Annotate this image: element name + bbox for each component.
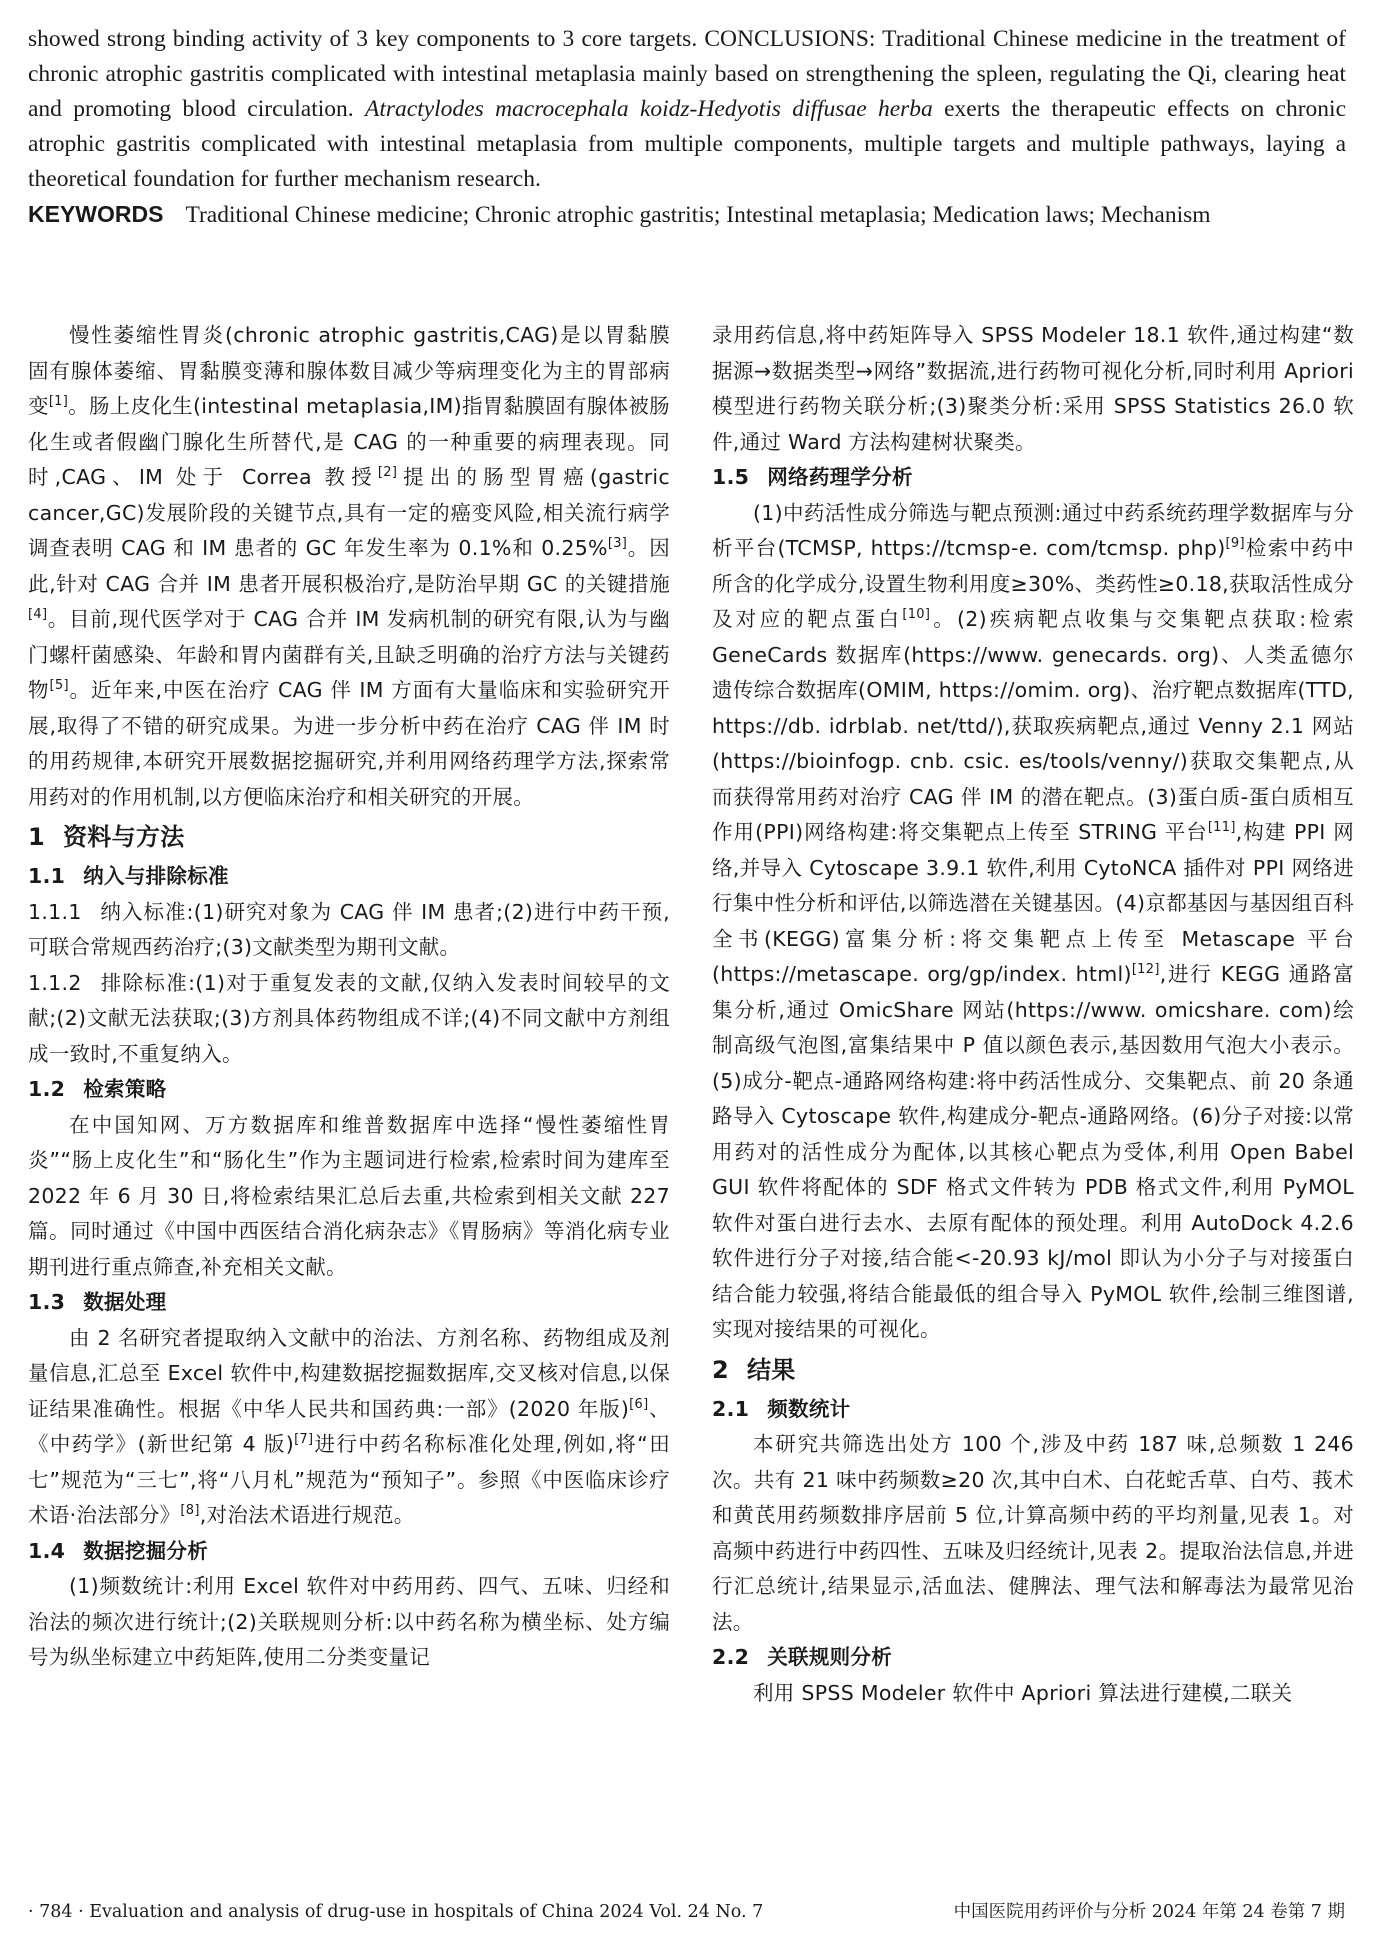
section-heading-2-2: 2.2 关联规则分析 — [712, 1645, 893, 1669]
ref-8: [8] — [180, 1503, 200, 1519]
section-heading-1-5: 1.5 网络药理学分析 — [712, 465, 913, 489]
ref-5: [5] — [49, 678, 69, 694]
paragraph-2-2: 利用 SPSS Modeler 软件中 Apriori 算法进行建模,二联关 — [753, 1680, 1293, 1705]
section-heading-1-4: 1.4 数据挖掘分析 — [28, 1538, 209, 1563]
footer-journal-en: · 784 · Evaluation and analysis of drug-use in hospitals of China 2024 Vol. 24 No. 7 — [28, 1902, 764, 1922]
ref-3: [3] — [607, 536, 628, 552]
paragraph-1-3: 由 2 名研究者提取纳入文献中的治法、方剂名称、药物组成及剂量信息,汇总至 Excel 软件中,构建数据挖掘数据库,交叉核对信息,以保证结果准确性。根据《中华人民共和国药典:一部》(2020 年版)[6]、《中药学》(新世纪第 4 版)[7]进行中药名称标准化处理,例如,将“田七”规范为“三七”,将“八月札”规范为“预知子”。参照《中医临床诊疗术语·治法部分》[8],对治法术语进行规范。 — [28, 1325, 670, 1527]
section-heading-2-1: 2.1 频数统计 — [712, 1396, 851, 1421]
section-heading-1-2: 1.2 检索策略 — [28, 1077, 167, 1101]
ref-7: [7] — [294, 1432, 314, 1448]
ref-12: [12] — [1131, 962, 1160, 978]
left-column — [28, 318, 670, 1676]
paragraph-1-1-1: 1.1.1 纳入标准:(1)研究对象为 CAG 伴 IM 患者;(2)进行中药干预,可联合常规西药治疗;(3)文献类型为期刊文献。 — [28, 899, 670, 959]
paragraph-1-4-continued: 录用药信息,将中药矩阵导入 SPSS Modeler 18.1 软件,通过构建“数据源→数据类型→网络”数据流,进行药物可视化分析,同时利用 Apriori 模型进行药物关联分析;(3)聚类分析:采用 SPSS Statistics 26.0 软件,通过 Ward 方法构建树状聚类。 — [712, 323, 1354, 454]
intro-paragraph: 慢性萎缩性胃炎(chronic atrophic gastritis,CAG)是以胃黏膜固有腺体萎缩、胃黏膜变薄和腺体数目减少等病理变化为主的胃部病变[1]。肠上皮化生(intestinal metaplasia,IM)指胃黏膜固有腺体被肠化生或者假幽门腺化生所替代,是 CAG 的一种重要的病理表现。同时,CAG、IM 处于 Correa 教授[2]提出的肠型胃癌(gastric cancer,GC)发展阶段的关键节点,具有一定的癌变风险,相关流行病学调查表明 CAG 和 IM 患者的 GC 年发生率为 0.1%和 0.25%[3]。因此,针对 CAG 合并 IM 患者开展积极治疗,是防治早期 GC 的关键措施[4]。目前,现代医学对于 CAG 合并 IM 发病机制的研究有限,认为与幽门螺杆菌感染、年龄和胃内菌群有关,且缺乏明确的治疗方法与关键药物[5]。近年来,中医在治疗 CAG 伴 IM 方面有大量临床和实验研究开展,取得了不错的研究成果。为进一步分析中药在治疗 CAG 伴 IM 时的用药规律,本研究开展数据挖掘研究,并利用网络药理学方法,探索常用药对的作用机制,以方便临床治疗和相关研究的开展。 — [28, 323, 671, 809]
ref-10: [10] — [902, 607, 931, 623]
ref-6: [6] — [629, 1396, 649, 1412]
ref-2: [2] — [377, 465, 398, 481]
keywords-text: Traditional Chinese medicine; Chronic atrophic gastritis; Intestinal metaplasia; Medication laws; Mechanism — [185, 202, 1211, 228]
paragraph-1-4: (1)频数统计:利用 Excel 软件对中药用药、四气、五味、归经和治法的频次进行统计;(2)关联规则分析:以中药名称为横坐标、处方编号为纵坐标建立中药矩阵,使用二分类变量记 — [28, 1574, 670, 1669]
section-heading-1: 1 资料与方法 — [28, 823, 185, 851]
section-heading-1-3: 1.3 数据处理 — [28, 1290, 167, 1314]
abstract-text-2: exerts the therapeutic effects on chronic atrophic gastritis complicated with intestinal metaplasia from multiple components, multiple targets and multiple pathways, laying a theoretical foundation for further mechanism research. — [28, 96, 1347, 192]
keywords-label: KEYWORDS — [28, 201, 164, 227]
ref-1: [1] — [48, 394, 69, 410]
abstract-text-1: showed strong binding activity of 3 key components to 3 core targets. CONCLUSIONS: Traditional Chinese medicine in the treatment of chronic atrophic gastritis complicated with intestinal metaplasia mainly based on strengthening the spleen, regulating the Qi, clearing heat and promoting blood circulation. — [28, 26, 1346, 122]
section-heading-1-1: 1.1 纳入与排除标准 — [28, 864, 229, 888]
paragraph-1-1-2: 1.1.2 排除标准:(1)对于重复发表的文献,仅纳入发表时间较早的文献;(2)文献无法获取;(3)方剂具体药物组成不详;(4)不同文献中方剂组成一致时,不重复纳入。 — [28, 970, 670, 1066]
ref-4: [4] — [28, 607, 48, 623]
paragraph-2-1: 本研究共筛选出处方 100 个,涉及中药 187 味,总频数 1 246 次。共有 21 味中药频数≥20 次,其中白术、白花蛇舌草、白芍、莪术和黄芪用药频数排序居前 5 位,计算高频中药的平均剂量,见表 1。对高频中药进行中药四性、五味及归经统计,见表 2。提取治法信息,并进行汇总统计,结果显示,活血法、健脾法、理气法和解毒法为最常见治法。 — [712, 1432, 1354, 1634]
ref-11: [11] — [1207, 820, 1236, 836]
section-heading-2: 2 结果 — [712, 1355, 796, 1384]
abstract-conclusion — [28, 22, 1346, 197]
ref-9: [9] — [1225, 536, 1245, 552]
paragraph-1-5: (1)中药活性成分筛选与靶点预测:通过中药系统药理学数据库与分析平台(TCMSP, https://tcmsp-e. com/tcmsp. php)[9]检索中药中所含的化学成分,设置生物利用度≥30%、类药性≥0.18,获取活性成分及对应的靶点蛋白[10]。(2)疾病靶点收集与交集靶点获取:检索 GeneCards 数据库(https://www. genecards. org)、人类孟德尔遗传综合数据库(OMIM, https://omim. org)、治疗靶点数据库(TTD, https://db. idrblab. net/ttd/),获取疾病靶点,通过 Venny 2.1 网站(https://bioinfogp. cnb. csic. es/tools/venny/)获取交集靶点,从而获得常用药对治疗 CAG 伴 IM 的潜在靶点。(3)蛋白质-蛋白质相互作用(PPI)网络构建:将交集靶点上传至 STRING 平台[11],构建 PPI 网络,并导入 Cytoscape 3.9.1 软件,利用 CytoNCA 插件对 PPI 网络进行集中性分析和评估,以筛选潜在关键基因。(4)京都基因与基因组百科全书(KEGG)富集分析:将交集靶点上传至 Metascape 平台(https://metascape. org/gp/index. html)[12],进行 KEGG 通路富集分析,通过 OmicShare 网站(https://www. omicshare. com)绘制高级气泡图,富集结果中 P 值以颜色表示,基因数用气泡大小表示。(5)成分-靶点-通路网络构建:将中药活性成分、交集靶点、前 20 条通路导入 Cytoscape 软件,构建成分-靶点-通路网络。(6)分子对接:以常用药对的活性成分为配体,以其核心靶点为受体,利用 Open Babel GUI 软件将配体的 SDF 格式文件转为 PDB 格式文件,利用 PyMOL 软件对蛋白进行去水、去原有配体的预处理。利用 AutoDock 4.2.6 软件进行分子对接,结合能<-20.93 kJ/mol 即认为小分子与对接蛋白结合能力较强,将结合能最低的组合导入 PyMOL 软件,绘制三维图谱,实现对接结果的可视化。 — [712, 500, 1354, 1341]
keywords-line — [28, 197, 1346, 233]
right-column — [712, 318, 1354, 1711]
footer-journal-cn: 中国医院用药评价与分析 2024 年第 24 卷第 7 期 — [953, 1902, 1345, 1922]
english-abstract — [28, 22, 1346, 233]
herb-latin-name: Atractylodes macrocephala koidz-Hedyotis diffusae herba — [364, 96, 933, 122]
paragraph-1-2: 在中国知网、万方数据库和维普数据库中选择“慢性萎缩性胃炎”“肠上皮化生”和“肠化生”作为主题词进行检索,检索时间为建库至 2022 年 6 月 30 日,将检索结果汇总后去重,共检索到相关文献 227 篇。同时通过《中国中西医结合消化病杂志》《胃肠病》等消化病专业期刊进行重点筛查,补充相关文献。 — [28, 1112, 670, 1279]
